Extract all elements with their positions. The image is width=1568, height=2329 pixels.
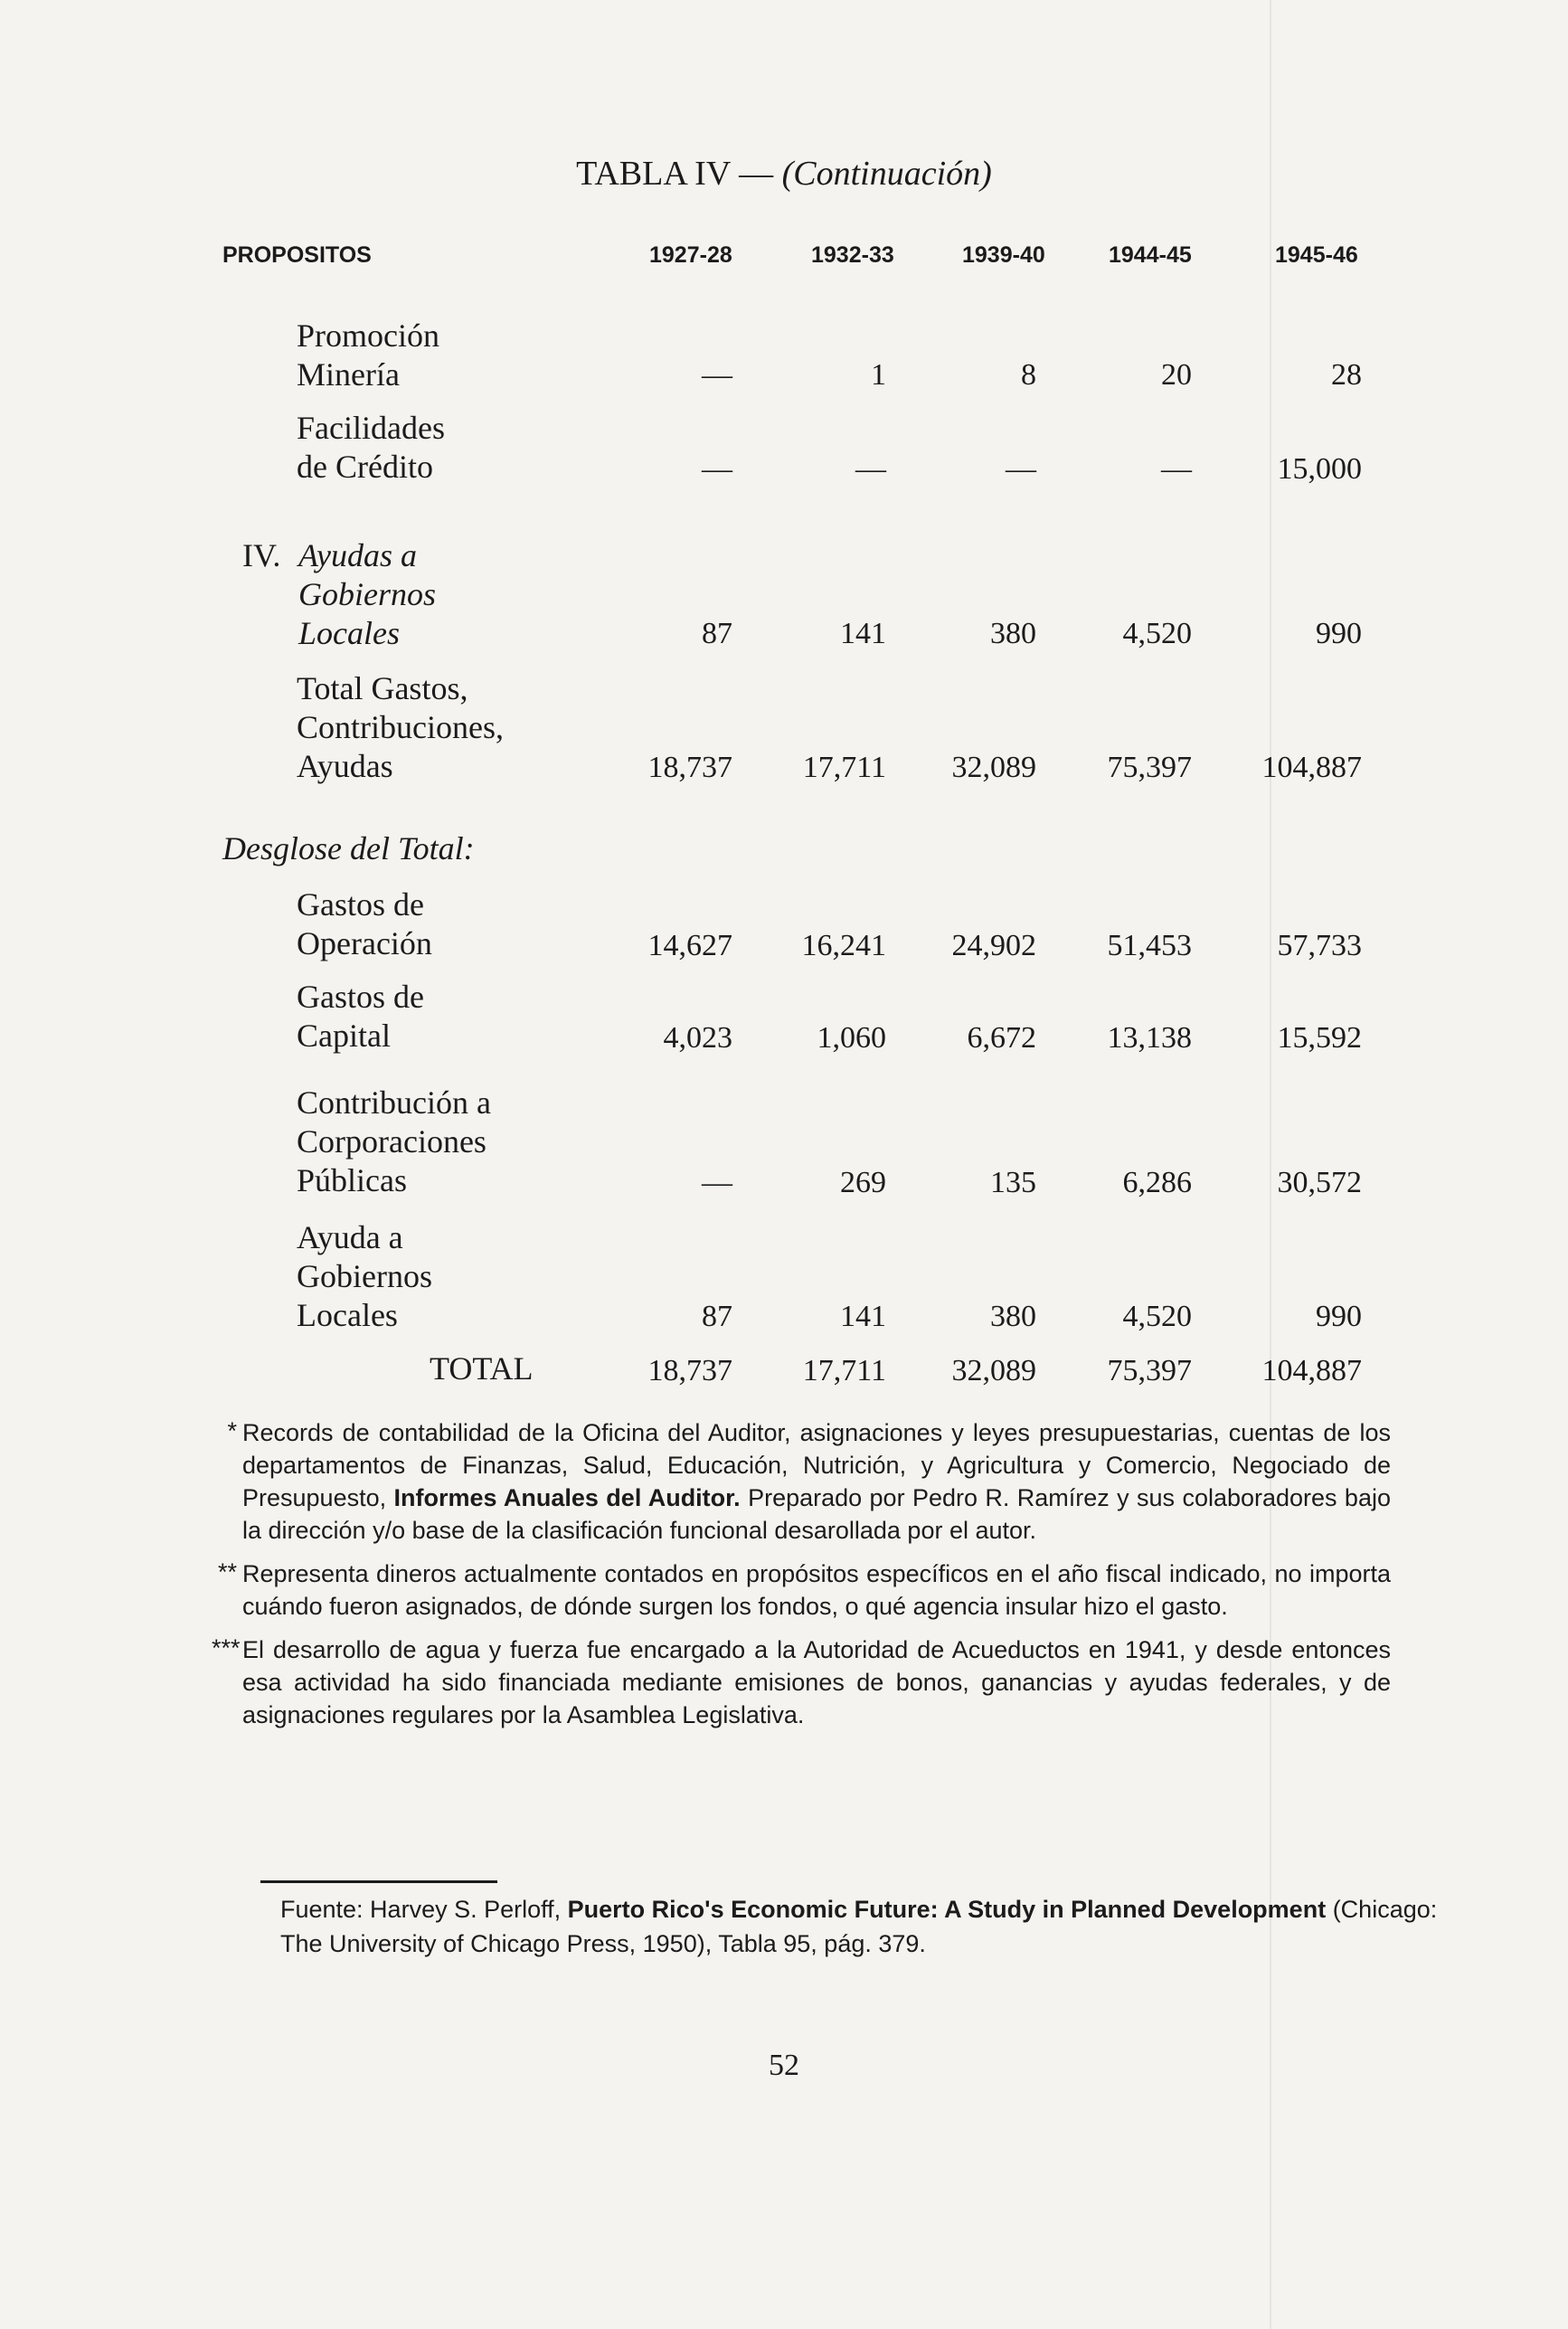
- footnote-1: * Records de contabilidad de la Oficina del Auditor, asignaciones y leyes presupuestarias, cuentas de los departamentos de Finanzas, Salud, Educación, Nutrición, y Agricultura y Comercio, Negociado de Presupuesto, Informes Anuales del Auditor. Preparado por Pedro R. Ramírez y sus colaboradores bajo la dirección y/o base de la clasificación funcional desarollada por el autor.: [242, 1416, 1391, 1547]
- footnote-2-mark: **: [217, 1558, 237, 1586]
- cell-ayuda-locales-1927-28: 87: [702, 1300, 732, 1333]
- column-header-1932-33: 1932-33: [811, 242, 894, 268]
- cell-operacion-1945-46: 57,733: [1277, 929, 1362, 962]
- cell-total-gastos-1939-40: 32,089: [951, 751, 1036, 784]
- table-title-main: TABLA IV —: [576, 155, 782, 193]
- column-header-1945-46: 1945-46: [1275, 242, 1358, 268]
- column-header-1944-45: 1944-45: [1109, 242, 1192, 268]
- cell-facilidades-1944-45: —: [1161, 452, 1192, 486]
- row-label-iv-prefix: IV.: [242, 537, 281, 573]
- row-label-gastos-capital: Gastos de Capital: [297, 979, 424, 1054]
- footnotes: [212, 1416, 1391, 1742]
- cell-contribucion-1939-40: 135: [990, 1166, 1036, 1199]
- cell-ayuda-locales-1939-40: 380: [990, 1300, 1036, 1333]
- column-header-propositos: PROPOSITOS: [222, 242, 372, 268]
- source-divider: [260, 1880, 497, 1883]
- row-label-ayudas-gobiernos-locales: Ayudas a Gobiernos Locales: [298, 537, 436, 651]
- source-citation: Fuente: Harvey S. Perloff, Puerto Rico's Economic Future: A Study in Planned Development (Chicago: The University of Chicago Press, 1950), Tabla 95, pág. 379.: [280, 1896, 1438, 1957]
- cell-operacion-1939-40: 24,902: [951, 929, 1036, 962]
- cell-operacion-1927-28: 14,627: [647, 929, 732, 962]
- footnote-3: *** El desarrollo de agua y fuerza fue encargado a la Autoridad de Acueductos en 1941, y desde entonces esa actividad ha sido financiada mediante emisiones de bonos, ganancias y ayudas federales, y de asignaciones regulares por la Asamblea Legislativa.: [242, 1633, 1391, 1731]
- row-label-contribucion-corporaciones: Contribución a Corporaciones Públicas: [297, 1084, 491, 1198]
- cell-total-gastos-1927-28: 18,737: [647, 751, 732, 784]
- cell-total-1939-40: 32,089: [951, 1354, 1036, 1387]
- cell-ayudas-1932-33: 141: [840, 617, 886, 650]
- cell-facilidades-1945-46: 15,000: [1277, 452, 1362, 486]
- cell-promocion-1927-28: —: [702, 358, 732, 392]
- cell-total-1927-28: 18,737: [647, 1354, 732, 1387]
- cell-total-1944-45: 75,397: [1107, 1354, 1192, 1387]
- cell-total-1945-46: 104,887: [1261, 1354, 1362, 1387]
- row-label-gastos-operacion: Gastos de Operación: [297, 886, 432, 961]
- cell-promocion-1939-40: 8: [1021, 358, 1036, 392]
- cell-ayuda-locales-1932-33: 141: [840, 1300, 886, 1333]
- footnote-1-mark: *: [227, 1417, 237, 1444]
- cell-promocion-1944-45: 20: [1161, 358, 1192, 392]
- cell-total-1932-33: 17,711: [802, 1354, 886, 1387]
- cell-total-gastos-1944-45: 75,397: [1107, 751, 1192, 784]
- cell-facilidades-1932-33: —: [855, 452, 886, 486]
- cell-total-gastos-1945-46: 104,887: [1261, 751, 1362, 784]
- cell-ayudas-1927-28: 87: [702, 617, 732, 650]
- cell-ayuda-locales-1945-46: 990: [1316, 1300, 1362, 1333]
- cell-capital-1944-45: 13,138: [1107, 1021, 1192, 1055]
- cell-facilidades-1927-28: —: [702, 452, 732, 486]
- cell-contribucion-1944-45: 6,286: [1122, 1166, 1192, 1199]
- cell-ayudas-1944-45: 4,520: [1122, 617, 1192, 650]
- cell-capital-1927-28: 4,023: [663, 1021, 732, 1055]
- cell-capital-1932-33: 1,060: [817, 1021, 886, 1055]
- cell-capital-1939-40: 6,672: [967, 1021, 1036, 1055]
- cell-total-gastos-1932-33: 17,711: [802, 751, 886, 784]
- table-title-continuation: (Continuación): [781, 155, 992, 193]
- cell-contribucion-1927-28: —: [702, 1166, 732, 1199]
- footnote-2: ** Representa dineros actualmente contados en propósitos específicos en el año fiscal indicado, no importa cuándo fueron asignados, de dónde surgen los fondos, o qué agencia insular hizo el gasto.: [242, 1557, 1391, 1623]
- footnote-3-mark: ***: [212, 1634, 241, 1662]
- cell-contribucion-1945-46: 30,572: [1277, 1166, 1362, 1199]
- breakdown-heading: Desglose del Total:: [222, 830, 475, 866]
- column-header-1939-40: 1939-40: [962, 242, 1045, 268]
- cell-operacion-1932-33: 16,241: [801, 929, 886, 962]
- row-label-total-gastos: Total Gastos, Contribuciones, Ayudas: [297, 670, 504, 784]
- cell-ayuda-locales-1944-45: 4,520: [1122, 1300, 1192, 1333]
- cell-facilidades-1939-40: —: [1006, 452, 1036, 486]
- cell-promocion-1932-33: 1: [871, 358, 886, 392]
- row-label-facilidades-credito: Facilidades de Crédito: [297, 410, 445, 485]
- row-label-ayuda-gobiernos-locales: Ayuda a Gobiernos Locales: [297, 1219, 432, 1333]
- table-title: [0, 154, 1568, 194]
- page-number: 52: [769, 2049, 799, 2082]
- row-label-total: TOTAL: [430, 1350, 534, 1387]
- cell-ayudas-1939-40: 380: [990, 617, 1036, 650]
- cell-promocion-1945-46: 28: [1331, 358, 1362, 392]
- cell-contribucion-1932-33: 269: [840, 1166, 886, 1199]
- row-label-promocion-mineria: Promoción Minería: [297, 317, 439, 393]
- column-header-1927-28: 1927-28: [649, 242, 732, 268]
- cell-operacion-1944-45: 51,453: [1107, 929, 1192, 962]
- cell-ayudas-1945-46: 990: [1316, 617, 1362, 650]
- cell-capital-1945-46: 15,592: [1277, 1021, 1362, 1055]
